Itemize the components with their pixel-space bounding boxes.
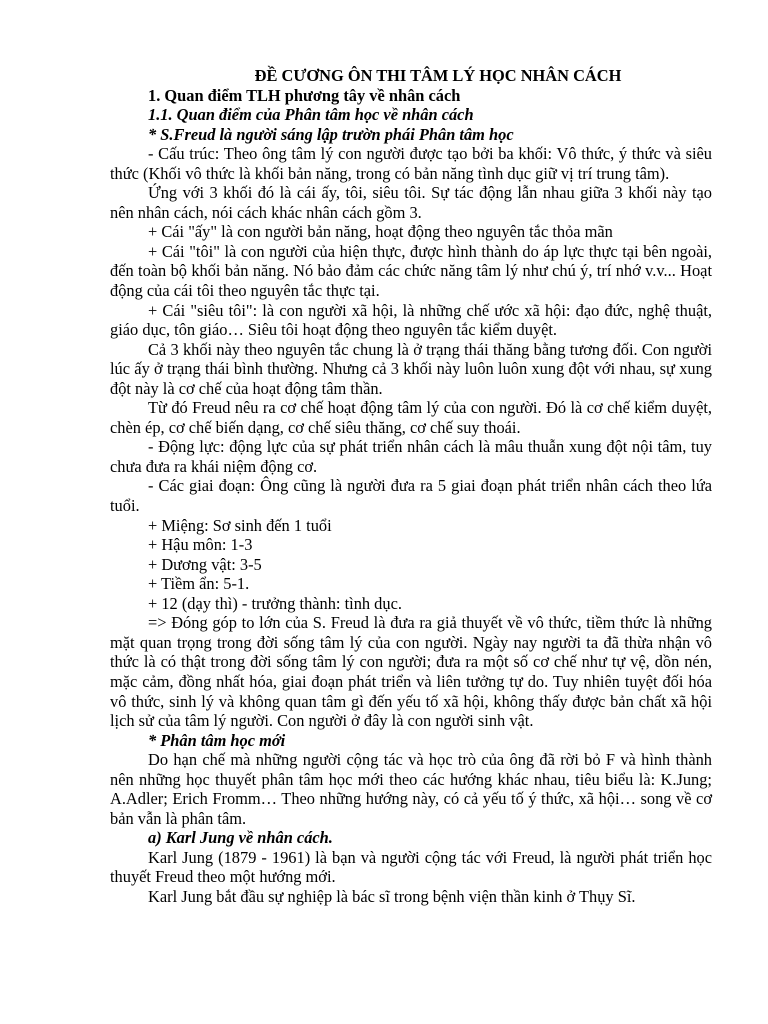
paragraph: Do hạn chế mà những người cộng tác và học trò của ông đã rời bỏ F và hình thành nên những học thuyết phân tâm học mới theo các hướng khác nhau, tiêu biểu là: K.Jung; A.Adler; Erich Fromm… Theo những hướng này, có cả yếu tố ý thức, xã hội… song về cơ bản vẫn là phân tâm. bbox=[110, 750, 712, 828]
paragraph: => Đóng góp to lớn của S. Freud là đưa ra giả thuyết về vô thức, tiềm thức là những mặt quan trọng trong đời sống tâm lý của con người. Ngày nay người ta đã thừa nhận vô thức là có thật trong đời sống tâm lý con người; đưa ra một số cơ chế như tự vệ, dồn nén, mặc cảm, đồng nhất hóa, giai đoạn phát triển và liên tưởng tự do. Tuy nhiên tuyệt đối hóa vô thức, sinh lý và không quan tâm gì đến yếu tố xã hội, không thấy được bản chất xã hội lịch sử của tâm lý người. Con người ở đây là con người sinh vật. bbox=[110, 613, 712, 731]
paragraph: + Dương vật: 3-5 bbox=[148, 554, 262, 574]
paragraph: + 12 (dạy thì) - trưởng thành: tình dục. bbox=[148, 593, 402, 613]
paragraph: - Cấu trúc: Theo ông tâm lý con người được tạo bởi ba khối: Vô thức, ý thức và siêu thức (Khối vô thức là khối bản năng, trong có bản năng tình dục giữ vị trí trung tâm). bbox=[110, 144, 712, 183]
section-heading: 1. Quan điểm TLH phương tây về nhân cách bbox=[148, 85, 461, 105]
paragraph: + Tiềm ẩn: 5-1. bbox=[148, 574, 250, 594]
subsection-heading: 1.1. Quan điểm của Phân tâm học về nhân cách bbox=[148, 105, 474, 125]
paragraph: + Hậu môn: 1-3 bbox=[148, 535, 253, 555]
paragraph: Từ đó Freud nêu ra cơ chế hoạt động tâm lý của con người. Đó là cơ chế kiểm duyệt, chèn ép, cơ chế biến dạng, cơ chế siêu thăng, cơ chế suy thoái. bbox=[110, 398, 712, 437]
paragraph: + Miệng: Sơ sinh đến 1 tuổi bbox=[148, 515, 332, 535]
paragraph: - Động lực: động lực của sự phát triển nhân cách là mâu thuẫn xung đột nội tâm, tuy chưa đưa ra khái niệm động cơ. bbox=[110, 437, 712, 476]
subsection-heading: * S.Freud là người sáng lập trườn phái Phân tâm học bbox=[148, 124, 514, 144]
paragraph: + Cái "tôi" là con người của hiện thực, được hình thành do áp lực thực tại bên ngoài, đến toàn bộ khối bản năng. Nó bảo đảm các chức năng tâm lý như chú ý, trí nhớ v.v... Hoạt động của cái tôi theo nguyên tắc thực tại. bbox=[110, 241, 712, 301]
subsection-heading: * Phân tâm học mới bbox=[148, 730, 286, 750]
paragraph: - Các giai đoạn: Ông cũng là người đưa ra 5 giai đoạn phát triển nhân cách theo lứa tuổi. bbox=[110, 476, 712, 516]
subsection-heading: a) Karl Jung về nhân cách. bbox=[148, 828, 333, 848]
paragraph: Ứng với 3 khối đó là cái ấy, tôi, siêu tôi. Sự tác động lẫn nhau giữa 3 khối này tạo nên nhân cách, nói cách khác nhân cách gồm 3. bbox=[110, 183, 712, 222]
paragraph: + Cái "siêu tôi": là con người xã hội, là những chế ước xã hội: đạo đức, nghệ thuật, giáo dục, tôn giáo… Siêu tôi hoạt động theo nguyên tắc kiểm duyệt. bbox=[110, 300, 712, 340]
paragraph: Karl Jung bắt đầu sự nghiệp là bác sĩ trong bệnh viện thần kinh ở Thụy Sĩ. bbox=[148, 886, 636, 906]
paragraph: Karl Jung (1879 - 1961) là bạn và người cộng tác với Freud, là người phát triển học thuyết Freud theo một hướng mới. bbox=[110, 847, 712, 887]
paragraph: Cả 3 khối này theo nguyên tắc chung là ở trạng thái thăng bằng tương đối. Con người lúc ấy ở trạng thái bình thường. Nhưng cả 3 khối này luôn luôn xung đột với nhau, sự xung đột này là cơ chế của hoạt động tâm thần. bbox=[110, 339, 712, 398]
paragraph: + Cái "ấy" là con người bản năng, hoạt động theo nguyên tắc thỏa mãn bbox=[148, 222, 613, 242]
document-title: ĐỀ CƯƠNG ÔN THI TÂM LÝ HỌC NHÂN CÁCH bbox=[254, 66, 622, 85]
document-body bbox=[110, 86, 712, 907]
